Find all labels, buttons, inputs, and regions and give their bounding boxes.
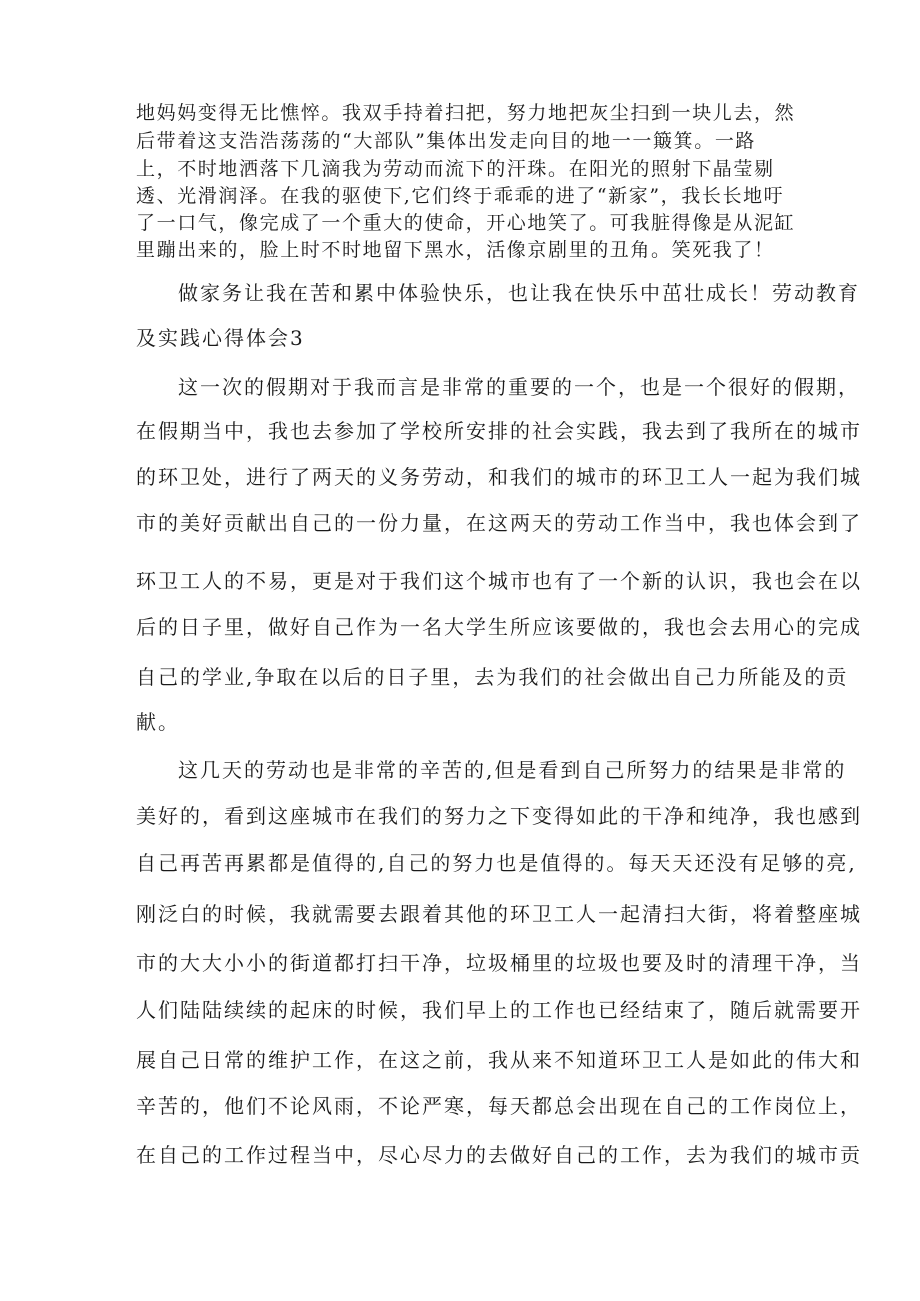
paragraph1-line-2: 在假期当中，我也去参加了学校所安排的社会实践，我去到了我所在的城市 bbox=[136, 419, 862, 443]
paragraph1-line-8: 献。 bbox=[136, 710, 180, 734]
text-line-dense-1: 地妈妈变得无比憔悴。我双手持着扫把，努力地把灰尘扫到一块儿去，然 bbox=[136, 102, 796, 124]
paragraph2-line-2: 美好的，看到这座城市在我们的努力之下变得如此的干净和纯净，我也感到 bbox=[136, 804, 862, 828]
text-line-dense-2: 后带着这支浩浩荡荡的“大部队”集体出发走向目的地一一簸箕。一路 bbox=[136, 130, 757, 152]
paragraph2-line-4: 刚泛白的时候，我就需要去跟着其他的环卫工人一起清扫大街，将着整座城 bbox=[136, 902, 862, 926]
paragraph1-line-1: 这一次的假期对于我而言是非常的重要的一个，也是一个很好的假期， bbox=[178, 375, 860, 399]
paragraph1-line-6: 后的日子里，做好自己作为一名大学生所应该要做的，我也会去用心的完成 bbox=[136, 615, 862, 639]
paragraph2-line-5: 市的大大小小的街道都打扫干净，垃圾桶里的垃圾也要及时的清理干净，当 bbox=[136, 951, 862, 975]
text-line-dense-6: 里蹦出来的，脸上时不时地留下黑水，活像京剧里的丑角。笑死我了！ bbox=[136, 239, 775, 261]
section-title: 及实践心得体会3 bbox=[136, 326, 305, 350]
paragraph2-line-3: 自己再苦再累都是值得的,自己的努力也是值得的。每天天还没有足够的亮, bbox=[136, 851, 857, 875]
text-line-dense-3: 上，不时地洒落下几滴我为劳动而流下的汗珠。在阳光的照射下晶莹剔 bbox=[136, 158, 775, 180]
paragraph1-line-3: 的环卫处，进行了两天的义务劳动，和我们的城市的环卫工人一起为我们城 bbox=[136, 465, 862, 489]
text-line-dense-4: 透、光滑润泽。在我的驱使下,它们终于乖乖的进了“新家”，我长长地吁 bbox=[136, 185, 785, 207]
paragraph2-line-9: 在自己的工作过程当中，尽心尽力的去做好自己的工作，去为我们的城市贡 bbox=[136, 1143, 862, 1167]
paragraph1-line-5: 环卫工人的不易，更是对于我们这个城市也有了一个新的认识，我也会在以 bbox=[136, 569, 862, 593]
paragraph2-line-7: 展自己日常的维护工作，在这之前，我从来不知道环卫工人是如此的伟大和 bbox=[136, 1048, 862, 1072]
paragraph2-line-8: 辛苦的，他们不论风雨，不论严寒，每天都总会出现在自己的工作岗位上， bbox=[136, 1094, 862, 1118]
summary-line: 做家务让我在苦和累中体验快乐，也让我在快乐中茁壮成长！劳动教育 bbox=[178, 281, 860, 305]
text-line-dense-5: 了一口气，像完成了一个重大的使命，开心地笑了。可我脏得像是从泥缸 bbox=[136, 212, 796, 234]
paragraph1-line-4: 市的美好贡献出自己的一份力量，在这两天的劳动工作当中，我也体会到了 bbox=[136, 511, 862, 535]
paragraph1-line-7: 自己的学业,争取在以后的日子里，去为我们的社会做出自己力所能及的贡 bbox=[136, 665, 849, 689]
paragraph2-line-6: 人们陆陆续续的起床的时候，我们早上的工作也已经结束了，随后就需要开 bbox=[136, 998, 862, 1022]
paragraph2-line-1: 这几天的劳动也是非常的辛苦的,但是看到自己所努力的结果是非常的 bbox=[178, 758, 847, 782]
